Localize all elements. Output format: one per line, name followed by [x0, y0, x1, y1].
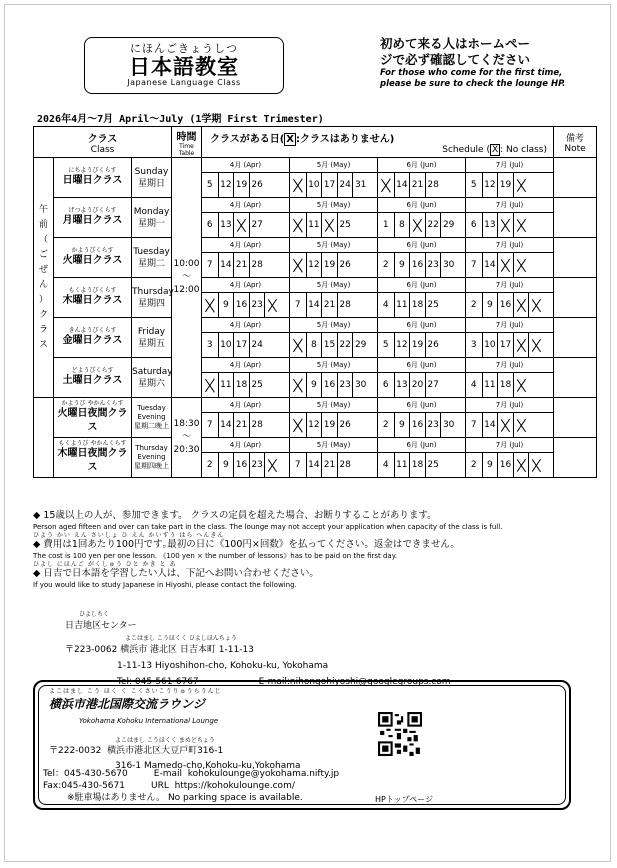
class-date: 24: [249, 333, 265, 357]
note-item: ◆ 日吉で日本語を学習したい人は、下記へお問い合わせください。 If you would like to study Japanese in Hiyoshi, please contact the following.: [33, 568, 319, 589]
class-row: [34, 158, 597, 198]
month-label: 4月 (Apr): [229, 361, 262, 369]
note-item: ◆ 15歳以上の人が、参加できます。 クラスの定員を超えた場合、お断りすることがあります。 Person aged fifteen and over can take part in the class. The lounge may not accept your application when capacity of the class is full. ひよう かい えん さいしょ ひ えん かいすう はら へんきん: [33, 510, 503, 539]
class-date: 16: [409, 413, 425, 437]
class-date: 29: [440, 213, 456, 237]
class-date: 19: [321, 413, 337, 437]
class-name: 月曜日クラス: [62, 215, 123, 226]
title-ruby: にほんごきょうしつ: [130, 42, 238, 55]
class-date: 12: [306, 253, 322, 277]
class-day-cell: Thursday Evening 星期四晚上: [132, 438, 172, 478]
hiyoshi-tel: Tel: 045-561-6767: [117, 677, 199, 687]
class-name: 金曜日クラス: [62, 335, 123, 346]
class-date: 5: [206, 180, 213, 190]
class-row: [34, 198, 597, 238]
no-class-mark: [528, 453, 544, 477]
schedule-cell: [202, 358, 554, 398]
class-date: 21: [409, 173, 425, 197]
month-dates: [465, 413, 553, 437]
schedule-cell: [202, 238, 554, 278]
class-date: 21: [321, 293, 337, 317]
month-dates: [202, 293, 289, 317]
hiyoshi-address: 〒223-0062 横浜市 港北区 日吉本町 1-11-13: [65, 645, 254, 655]
month-label: 7月 (Jul): [465, 318, 553, 332]
month-label: 5月 (May): [289, 158, 377, 172]
class-date: 11: [218, 373, 234, 397]
month-dates: [289, 173, 377, 197]
class-date: 26: [337, 253, 353, 277]
class-row: [34, 438, 597, 478]
lounge-url[interactable]: https://kohokulounge.com/: [174, 781, 295, 791]
class-date: 16: [409, 253, 425, 277]
parking-note: ※駐車場はありません。 No parking space is available.: [67, 793, 303, 803]
month-dates: [202, 373, 289, 397]
class-date: 13: [218, 213, 234, 237]
month-label: 4月 (Apr): [229, 321, 262, 329]
no-class-mark: [513, 453, 529, 477]
class-date: 15: [321, 333, 337, 357]
class-name: 土曜日クラス: [62, 375, 123, 386]
no-class-mark: [513, 253, 529, 277]
schedule-table: [33, 126, 597, 478]
month-dates: [465, 293, 553, 317]
class-date: 1: [382, 220, 389, 230]
class-date: 22: [337, 333, 353, 357]
month-dates: [377, 253, 465, 277]
class-date: 25: [249, 373, 265, 397]
class-date: 17: [497, 333, 513, 357]
morning-label: 午 前 （ ご ぜ ん ） ク ラ ス: [34, 158, 54, 398]
note-cell: [554, 198, 597, 238]
class-date: 19: [409, 333, 425, 357]
class-date: 30: [352, 373, 368, 397]
class-date: 12: [306, 413, 322, 437]
class-name-cell: かようびくらす 火曜日クラス: [54, 238, 132, 278]
class-date: 4: [470, 380, 477, 390]
schedule-cell: [202, 398, 554, 438]
note-cell: [554, 438, 597, 478]
class-date: 5: [470, 180, 477, 190]
class-date: 9: [218, 453, 234, 477]
no-class-mark: [202, 373, 218, 397]
note-cell: [554, 398, 597, 438]
time-cell: 10:00 ～ 12:00: [172, 158, 202, 398]
month-dates: [289, 413, 377, 437]
class-date: 11: [306, 213, 322, 237]
header-row: [34, 127, 597, 158]
class-day-cell: Sunday 星期日: [132, 158, 172, 198]
class-date: 19: [233, 173, 249, 197]
month-dates: [202, 173, 289, 197]
no-class-mark: [264, 293, 280, 317]
class-date: 9: [482, 453, 498, 477]
class-date: 29: [352, 333, 368, 357]
class-date: 26: [249, 173, 265, 197]
class-name: 火曜日クラス: [62, 255, 123, 266]
class-name: 日曜日クラス: [62, 175, 123, 186]
schedule-header: クラスがある日( X :クラスはありません) Schedule ( X : No class): [202, 127, 554, 158]
class-date: 25: [425, 453, 441, 477]
class-date: 16: [497, 453, 513, 477]
class-date: 2: [382, 260, 389, 270]
class-date: 31: [352, 173, 368, 197]
lounge-address: よこはまし こうほくく まめどちょう 〒222-0032 横浜市港北区大豆戸町316-1 316-1 Mamedo-cho,Kohoku-ku,Yokohama: [49, 737, 301, 771]
lounge-name: よこはまし こう ほく く こくさいこうりゅうらうんじ 横浜市港北国際交流ラウンジ Yokohama Kohoku International Lounge: [49, 688, 222, 725]
no-class-mark: [202, 293, 218, 317]
no-class-mark: [497, 253, 513, 277]
class-date: 23: [249, 453, 265, 477]
month-label: 7月 (Jul): [465, 278, 553, 292]
class-name-cell: もくようび やかんくらす 木曜日夜間クラス: [54, 438, 132, 478]
hp-top-page-label: HPトップページ: [375, 795, 434, 804]
month-dates: [289, 453, 377, 477]
class-row: [34, 278, 597, 318]
hp-note: [380, 36, 610, 90]
class-date: 28: [249, 413, 265, 437]
class-date: 22: [425, 213, 441, 237]
no-class-mark: [321, 213, 337, 237]
class-name-cell: きんようびくらす 金曜日クラス: [54, 318, 132, 358]
note-header: 備考 Note: [554, 127, 597, 158]
no-class-mark: [513, 293, 529, 317]
class-date: 7: [470, 420, 477, 430]
month-label: 4月 (Apr): [229, 201, 262, 209]
class-date: 30: [440, 413, 456, 437]
month-label: 6月 (Jun): [377, 318, 465, 332]
schedule-cell: [202, 158, 554, 198]
class-date: 23: [249, 293, 265, 317]
class-day-cell: Friday 星期五: [132, 318, 172, 358]
month-dates: [465, 173, 553, 197]
class-day-cell: Tuesday 星期二: [132, 238, 172, 278]
month-label: 5月 (May): [289, 398, 377, 412]
class-date: 10: [218, 333, 234, 357]
class-date: 28: [337, 453, 353, 477]
class-date: 11: [394, 293, 410, 317]
class-date: 28: [337, 293, 353, 317]
schedule-cell: [202, 438, 554, 478]
no-class-mark: [290, 413, 306, 437]
month-label: 4月 (Apr): [229, 441, 262, 449]
class-date: 17: [233, 333, 249, 357]
class-name: 木曜日夜間クラス: [57, 448, 128, 473]
class-date: 12: [482, 173, 498, 197]
class-date: 9: [218, 293, 234, 317]
month-dates: [377, 373, 465, 397]
class-row: [34, 358, 597, 398]
class-date: 23: [425, 253, 441, 277]
time-cell: 18:30 ～ 20:30: [172, 398, 202, 478]
no-class-mark: [290, 173, 306, 197]
month-label: 6月 (Jun): [377, 198, 465, 212]
class-date: 10: [482, 333, 498, 357]
hiyoshi-name: 日吉地区センター: [65, 621, 137, 631]
month-label: 6月 (Jun): [377, 278, 465, 292]
lounge-box: [33, 680, 571, 810]
note-item: ◆ 費用は1回あたり100円です｡最初の日に《100円×回数》を払ってください。返金はできません。 The cost is 100 yen per one lesson. 《100 yen × the number of lessons》has to be paid on the first day. ひよし にほんご がくしゅう ひと かき と あ: [33, 539, 460, 568]
no-class-mark: [513, 373, 529, 397]
class-day-cell: Thursday 星期四: [132, 278, 172, 318]
class-date: 26: [425, 333, 441, 357]
class-date: 17: [321, 173, 337, 197]
class-date: 21: [233, 253, 249, 277]
class-date: 7: [294, 300, 301, 310]
class-date: 21: [321, 453, 337, 477]
no-class-mark: [290, 373, 306, 397]
class-date: 3: [206, 340, 213, 350]
class-header: クラス Class: [34, 127, 172, 158]
month-label: 4月 (Apr): [229, 401, 262, 409]
class-date: 13: [482, 213, 498, 237]
no-class-mark: [290, 253, 306, 277]
hp-note-jp-2: ジで必ず確認してください: [380, 52, 531, 67]
lounge-tel: Tel：045-430-5670: [43, 769, 128, 779]
title-box: [84, 37, 284, 94]
class-row: [34, 318, 597, 358]
class-day-cell: Tuesday Evening 星期二晚上: [132, 398, 172, 438]
class-date: 11: [394, 453, 410, 477]
class-name-cell: もくようびくらす 木曜日クラス: [54, 278, 132, 318]
class-date: 7: [206, 420, 213, 430]
class-date: 28: [425, 173, 441, 197]
class-date: 12: [394, 333, 410, 357]
class-day-cell: Monday 星期一: [132, 198, 172, 238]
note-cell: [554, 278, 597, 318]
class-date: 14: [482, 253, 498, 277]
class-date: 2: [470, 300, 477, 310]
hiyoshi-contact: ひよしちく 日吉地区センター よこはまし こうほくく ひよしほんちょう 〒223-0062 横浜市 港北区 日吉本町 1-11-13 1-11-13 Hiyoshihon-cho, Kohoku-ku, Yokohama Tel: 045-561-6767 E-mail:nihongohiyoshi@googlegroups.com: [65, 611, 451, 687]
class-name-cell: かようび やかんくらす 火曜日夜間クラス: [54, 398, 132, 438]
class-row: [34, 398, 597, 438]
hp-note-en-1: For those who come for the first time,: [380, 68, 563, 78]
hp-note-en-2: please be sure to check the lounge HP.: [380, 79, 566, 89]
class-date: 7: [470, 260, 477, 270]
class-date: 23: [337, 373, 353, 397]
class-name: 火曜日夜間クラス: [57, 408, 128, 433]
month-dates: [377, 213, 465, 237]
class-date: 18: [497, 373, 513, 397]
note-cell: [554, 358, 597, 398]
month-label: 5月 (May): [289, 198, 377, 212]
month-label: 6月 (Jun): [377, 358, 465, 372]
class-date: 6: [470, 220, 477, 230]
class-name-cell: どようびくらす 土曜日クラス: [54, 358, 132, 398]
class-date: 13: [394, 373, 410, 397]
class-date: 9: [482, 293, 498, 317]
no-class-mark: [233, 213, 249, 237]
month-label: 5月 (May): [289, 438, 377, 452]
month-label: 7月 (Jul): [465, 158, 553, 172]
no-class-mark: [513, 213, 529, 237]
class-date: 7: [206, 260, 213, 270]
no-class-mark: [290, 213, 306, 237]
month-dates: [202, 333, 289, 357]
month-dates: [377, 293, 465, 317]
class-row: [34, 238, 597, 278]
hp-note-jp-1: 初めて来る人はホームペー: [380, 36, 531, 51]
month-dates: [202, 453, 289, 477]
class-date: 20: [409, 373, 425, 397]
class-date: 2: [470, 460, 477, 470]
class-date: 18: [233, 373, 249, 397]
month-label: 4月 (Apr): [229, 281, 262, 289]
class-date: 19: [321, 253, 337, 277]
class-date: 7: [294, 460, 301, 470]
no-class-mark: [264, 453, 280, 477]
notes-section: [33, 510, 593, 590]
class-date: 24: [337, 173, 353, 197]
month-label: 7月 (Jul): [465, 438, 553, 452]
note-cell: [554, 238, 597, 278]
month-label: 4月 (Apr): [229, 161, 262, 169]
class-date: 3: [470, 340, 477, 350]
class-date: 30: [440, 253, 456, 277]
class-date: 4: [382, 300, 389, 310]
class-date: 12: [218, 173, 234, 197]
class-date: 21: [233, 413, 249, 437]
class-date: 6: [206, 220, 213, 230]
class-date: 18: [409, 453, 425, 477]
lounge-email: kohokulounge@yokohama.nifty.jp: [187, 769, 340, 779]
hiyoshi-email: E-mail:nihongohiyoshi@googlegroups.com: [258, 677, 451, 687]
month-dates: [377, 173, 465, 197]
month-label: 5月 (May): [289, 358, 377, 372]
month-label: 6月 (Jun): [377, 158, 465, 172]
no-class-mark: [378, 173, 394, 197]
no-class-mark: [513, 333, 529, 357]
class-name: 木曜日クラス: [62, 295, 123, 306]
class-date: 16: [233, 293, 249, 317]
title-en: Japanese Language Class: [127, 78, 241, 87]
month-dates: [465, 373, 553, 397]
month-label: 6月 (Jun): [377, 238, 465, 252]
month-dates: [202, 213, 289, 237]
page-title: 日本語教室: [129, 55, 239, 79]
no-class-mark: [513, 413, 529, 437]
month-dates: [202, 253, 289, 277]
no-class-mark: [409, 213, 425, 237]
class-date: 11: [482, 373, 498, 397]
month-dates: [289, 293, 377, 317]
class-date: 18: [409, 293, 425, 317]
class-date: 14: [306, 293, 322, 317]
note-cell: [554, 158, 597, 198]
month-label: 4月 (Apr): [229, 241, 262, 249]
class-date: 14: [218, 413, 234, 437]
month-dates: [377, 333, 465, 357]
class-date: 2: [206, 460, 213, 470]
class-day-cell: Saturday 星期六: [132, 358, 172, 398]
month-dates: [377, 453, 465, 477]
lounge-contact: Tel：045-430-5670 E-mail kohokulounge@yokohama.nifty.jp Fax:045-430-5671 URL https://kohokulounge.com/ ※駐車場はありません。 No parking space is available.: [43, 769, 340, 803]
class-date: 14: [218, 253, 234, 277]
class-date: 4: [382, 460, 389, 470]
month-dates: [465, 453, 553, 477]
no-class-mark: [528, 293, 544, 317]
month-label: 6月 (Jun): [377, 398, 465, 412]
month-dates: [289, 213, 377, 237]
month-label: 7月 (Jul): [465, 198, 553, 212]
hiyoshi-address-en: 1-11-13 Hiyoshihon-cho, Kohoku-ku, Yokohama: [117, 661, 329, 671]
class-date: 6: [382, 380, 389, 390]
schedule-cell: [202, 318, 554, 358]
note-cell: [554, 318, 597, 358]
class-date: 9: [306, 373, 322, 397]
class-date: 14: [306, 453, 322, 477]
month-label: 5月 (May): [289, 278, 377, 292]
no-class-mark: [513, 173, 529, 197]
class-date: 23: [425, 413, 441, 437]
time-header: 時間 Time Table: [172, 127, 202, 158]
month-dates: [465, 213, 553, 237]
class-date: 19: [497, 173, 513, 197]
class-date: 14: [394, 173, 410, 197]
class-date: 9: [394, 413, 410, 437]
class-date: 27: [249, 213, 265, 237]
class-date: 5: [382, 340, 389, 350]
class-date: 16: [497, 293, 513, 317]
month-label: 7月 (Jul): [465, 358, 553, 372]
class-date: 16: [233, 453, 249, 477]
no-class-mark: [497, 213, 513, 237]
class-date: 2: [382, 420, 389, 430]
month-label: 5月 (May): [289, 318, 377, 332]
class-name-cell: げつようびくらす 月曜日クラス: [54, 198, 132, 238]
class-date: 16: [321, 373, 337, 397]
month-dates: [377, 413, 465, 437]
month-label: 6月 (Jun): [377, 438, 465, 452]
class-date: 26: [337, 413, 353, 437]
term-label: 2026年4月～7月 April～July (1学期 First Trimester): [37, 114, 324, 125]
class-date: 14: [482, 413, 498, 437]
month-label: 5月 (May): [289, 238, 377, 252]
class-date: 25: [425, 293, 441, 317]
class-date: 28: [249, 253, 265, 277]
month-label: 7月 (Jul): [465, 238, 553, 252]
schedule-cell: [202, 278, 554, 318]
no-class-mark: [290, 333, 306, 357]
month-label: 7月 (Jul): [465, 398, 553, 412]
class-date: 8: [306, 333, 322, 357]
class-date: 9: [394, 253, 410, 277]
class-date: 25: [337, 213, 353, 237]
class-date: 27: [425, 373, 441, 397]
class-date: 10: [306, 173, 322, 197]
month-dates: [289, 253, 377, 277]
month-dates: [465, 333, 553, 357]
month-dates: [289, 333, 377, 357]
schedule-cell: [202, 198, 554, 238]
month-dates: [465, 253, 553, 277]
evening-spacer: [34, 398, 54, 478]
no-class-mark: [497, 413, 513, 437]
lounge-fax: Fax:045-430-5671: [43, 781, 125, 791]
month-dates: [289, 373, 377, 397]
no-class-mark: [528, 333, 544, 357]
class-name-cell: にちようびくらす 日曜日クラス: [54, 158, 132, 198]
class-date: 8: [394, 213, 410, 237]
month-dates: [202, 413, 289, 437]
qr-code-icon[interactable]: [378, 712, 422, 756]
